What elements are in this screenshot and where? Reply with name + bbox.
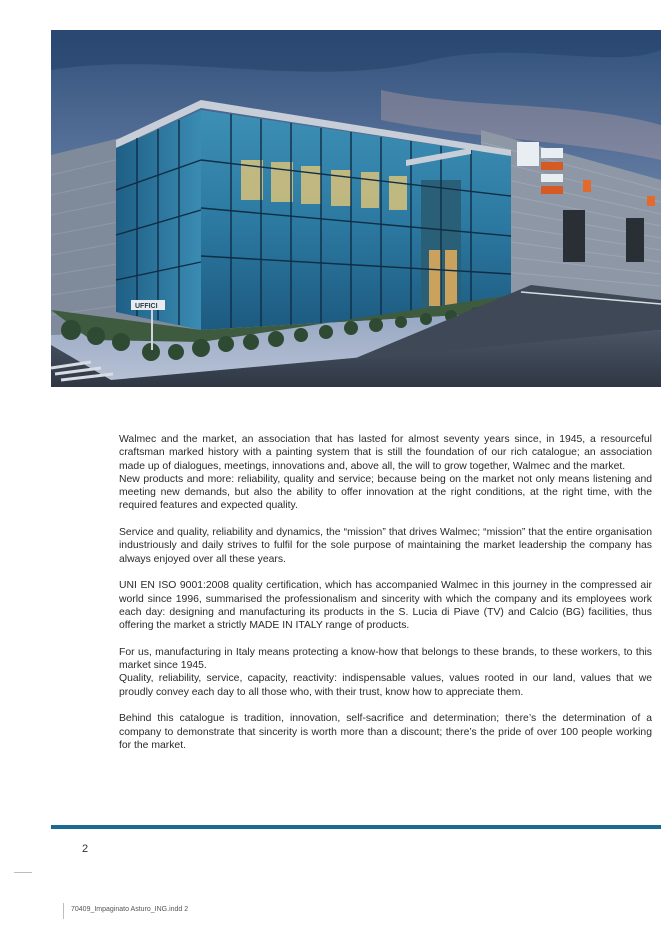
paragraph: New products and more: reliability, quality and service; because being on the market not only means listening and meeting new demands, but also the ability to offer innovation at the right conditions, at the right time, with the required features and expected quality. xyxy=(119,473,652,512)
footer-rule xyxy=(51,825,661,829)
body-copy xyxy=(119,433,652,752)
print-slug: 70409_Impaginato Asturo_ING.indd 2 xyxy=(71,906,189,913)
crop-mark xyxy=(14,872,32,873)
paragraph: Service and quality, reliability and dynamics, the “mission” that drives Walmec; “mission” that the entire organisation industriously and daily strives to fulfil for the sole purpose of maintaining the market leadership the company has always enjoyed over all these years. xyxy=(119,527,652,565)
building-illustration xyxy=(51,30,661,387)
page-number: 2 xyxy=(82,843,89,855)
paragraph: Quality, reliability, service, capacity, reactivity: indispensable values, values rooted in our land, values that we proudly convey each day to all those who, with their trust, know how to appreciate them. xyxy=(119,673,652,698)
paragraph: For us, manufacturing in Italy means protecting a know-how that belongs to these brands, to these workers, to this market since 1945. xyxy=(119,646,652,672)
building-photo xyxy=(51,30,661,387)
paragraph: Walmec and the market, an association that has lasted for almost seventy years since, in 1945, a resourceful craftsman marked history with a painting system that is still the foundation of our rich catalogue; an association made up of dialogues, meetings, innovations and, above all, the will to grow together, Walmec and the market. xyxy=(119,434,652,472)
crop-mark xyxy=(63,903,64,919)
sign-text: UFFICI xyxy=(135,303,158,310)
paragraph: UNI EN ISO 9001:2008 quality certification, which has accompanied Walmec in this journey in the compressed air world since 1996, summarised the professionalism and sincerity with which the company and its employees work each day: designing and manufacturing its products in the S. Lucia di Piave (TV) and Calcio (BG) facilities, thus offering the market a strictly MADE IN ITALY range of products. xyxy=(119,580,652,632)
paragraph: Behind this catalogue is tradition, innovation, self-sacrifice and determination; there’s the determination of a company to demonstrate that sincerity is worth more than a discount; there’s the pride of over 100 people working for the market. xyxy=(119,713,652,751)
